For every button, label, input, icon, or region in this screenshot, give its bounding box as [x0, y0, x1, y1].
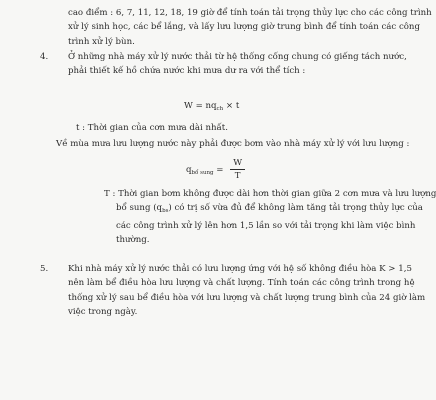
formula-flow-rate [186, 158, 245, 181]
t-definition [76, 121, 376, 135]
text-subscript: bs [162, 208, 169, 215]
text-line: Về mùa mưa lưu lượng nước này phải được bơm vào nhà máy xử lý với lưu lượng : [56, 139, 410, 149]
formula-lhs: q [186, 165, 192, 175]
formula-subscript: bổ sung [191, 170, 214, 176]
text-part: ) có trị số vừa đủ để không làm tăng tải trọng thủy lực của [168, 203, 423, 214]
fraction-numerator: W [230, 158, 245, 170]
text-line: Khi nhà máy xử lý nước thải có lưu lượng ứng với hệ số không điều hòa K > 1,5 [68, 264, 412, 274]
item-5-paragraph [68, 262, 426, 319]
text-line: nên làm bể điều hòa lưu lượng và chất lượng. Tính toán các công trình trong hệ [68, 278, 415, 289]
formula-lhs: W = nq [184, 101, 217, 111]
text-line: trình xử lý bùn. [68, 36, 135, 47]
item-5-number: 5. [40, 264, 49, 274]
text-line: cao điểm : 6, 7, 11, 12, 18, 19 giờ để tính toán tải trọng thủy lực cho các công trình [68, 8, 432, 18]
item-4-number: 4. [40, 52, 49, 62]
text-line: phải thiết kế hồ chứa nước khi mưa dư ra với thể tích : [68, 66, 306, 77]
item-4-intro [68, 50, 407, 79]
formula-fraction [230, 158, 245, 181]
text-line: thường. [116, 234, 150, 245]
fraction-denominator: T [234, 171, 241, 181]
text-line: xử lý sinh học, các bể lắng, và lấy lưu lượng giờ trung bình để tính toán các công [68, 22, 420, 33]
formula-volume [184, 101, 239, 112]
formula-equals: = [213, 165, 227, 175]
text-line: việc trong ngày. [68, 306, 138, 317]
text-line: T : Thời gian bơm không được dài hơn thời gian giữa 2 cơn mưa và lưu lượng [104, 189, 436, 199]
item-4-rainy-season [56, 137, 410, 151]
text-line: Ở những nhà máy xử lý nước thải từ hệ thống cống chung có giếng tách nước, [68, 52, 407, 62]
text-line [104, 201, 423, 218]
text-line: các công trình xử lý lên hơn 1,5 lần so với tải trọng khi làm việc bình [116, 220, 416, 231]
formula-subscript: ch [216, 106, 224, 112]
text-part: bổ sung (q [116, 203, 163, 214]
continuation-paragraph [68, 6, 432, 49]
formula-rhs: × t [223, 101, 240, 111]
text-line: thống xử lý sau bể điều hòa với lưu lượng và chất lượng trung bình của 24 giờ làm [68, 292, 426, 303]
T-definition [104, 187, 436, 247]
text-line: t : Thời gian của cơn mưa dài nhất. [76, 123, 228, 133]
